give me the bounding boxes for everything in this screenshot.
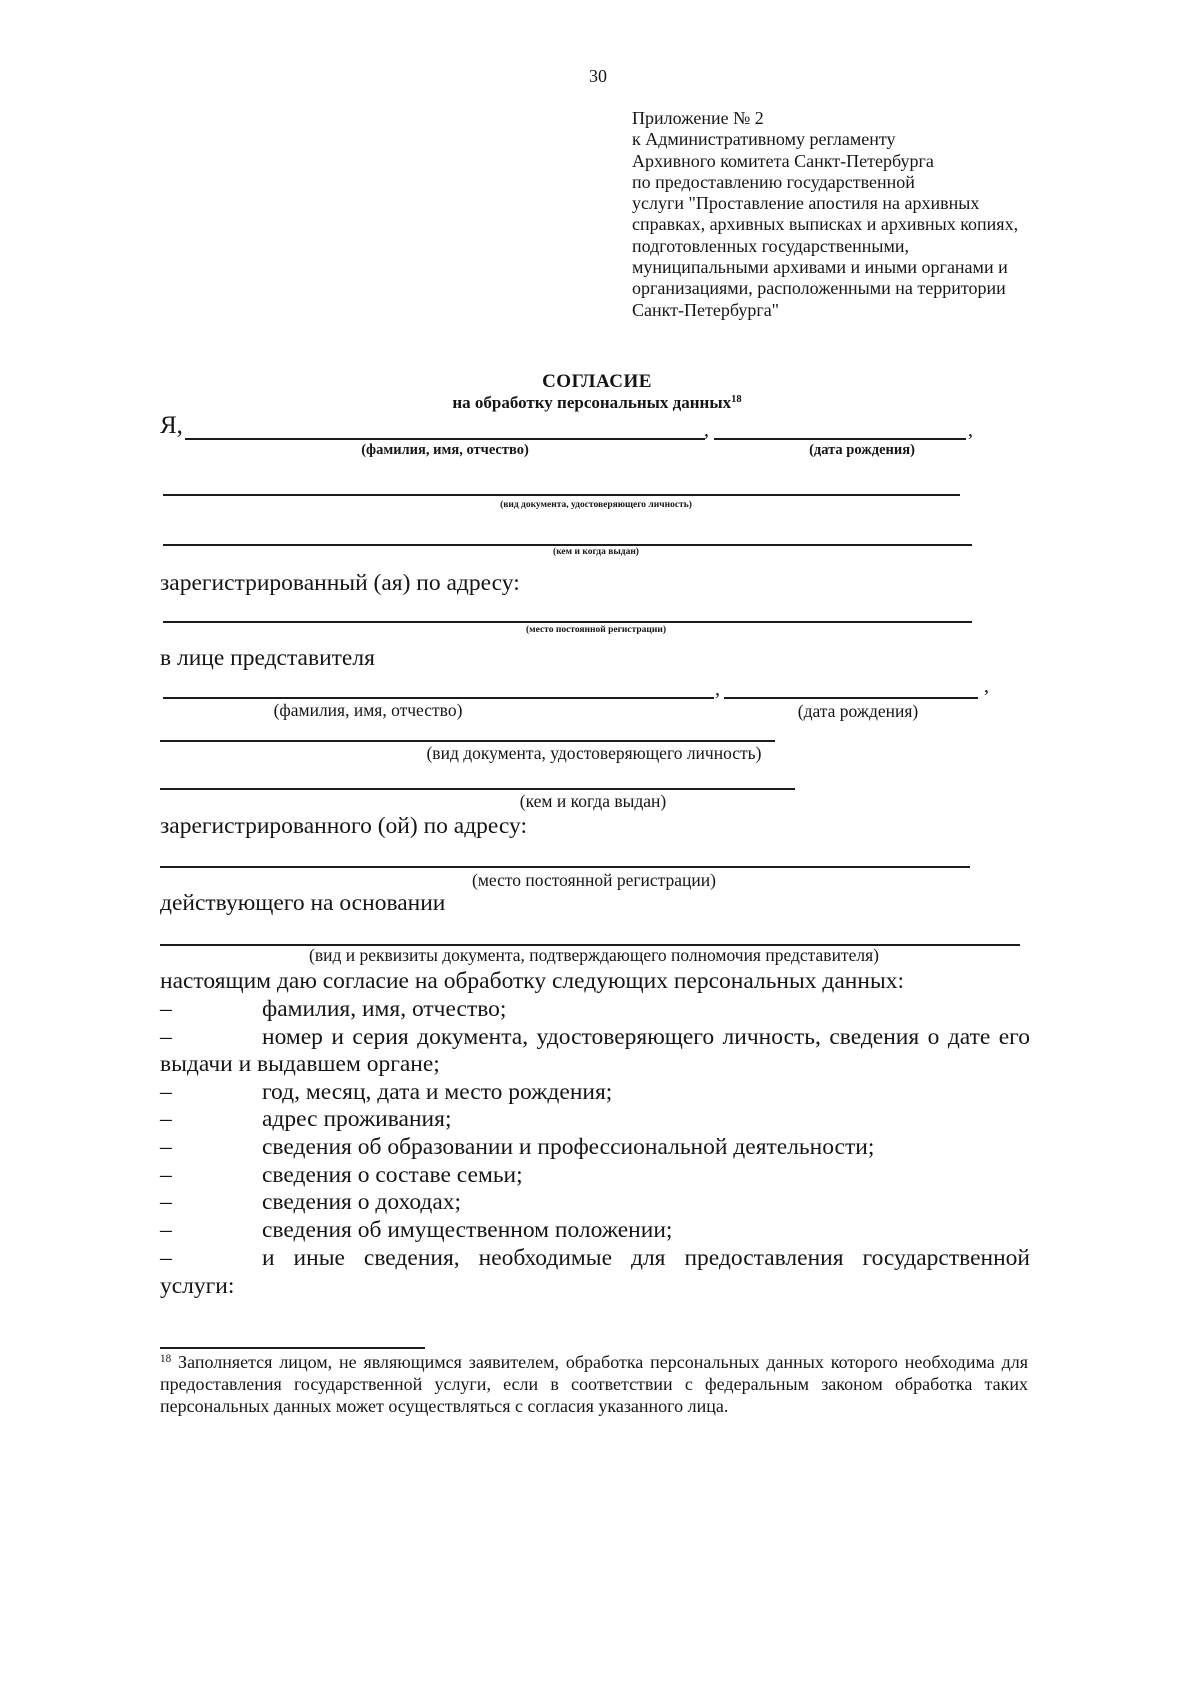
representative-issued-caption: (кем и когда выдан): [519, 791, 667, 811]
list-item: номер и серия документа, удостоверяющего личность, сведения о дате его: [262, 1024, 1030, 1050]
page-number: 30: [589, 66, 607, 86]
list-bullet: –: [160, 1106, 172, 1132]
footnote-line: [160, 1351, 1028, 1373]
list-item: сведения об образовании и профессиональной деятельности;: [262, 1134, 875, 1160]
footnote-reference: 18: [731, 394, 742, 406]
list-bullet: –: [160, 1245, 172, 1271]
list-item-continuation: выдачи и выдавшем органе;: [160, 1051, 440, 1077]
list-bullet: –: [160, 1162, 172, 1188]
appendix-line: муниципальными архивами и иными органами и: [632, 257, 1008, 278]
representative-id-doc-line: [160, 740, 775, 742]
subject-name-caption: (фамилия, имя, отчество): [361, 442, 529, 458]
subject-birth-line: [714, 438, 966, 440]
appendix-line: услуги "Проставление апостиля на архивных: [632, 193, 980, 214]
subject-id-doc-caption: (вид документа, удостоверяющего личность): [500, 500, 692, 510]
appendix-line: Архивного комитета Санкт-Петербурга: [632, 150, 934, 171]
representative-label: в лице представителя: [160, 645, 375, 671]
appendix-line: справках, архивных выписках и архивных копиях,: [632, 214, 1019, 235]
representative-separator: ,: [715, 678, 720, 700]
appendix-line: организациями, расположенными на территории: [632, 278, 1006, 299]
list-item: и иные сведения, необходимые для предоставления государственной: [262, 1245, 1030, 1271]
representative-address-label: зарегистрированного (ой) по адресу:: [160, 813, 528, 839]
subject-separator: ,: [968, 419, 973, 441]
representative-separator: ,: [984, 675, 989, 697]
subject-address-line: [163, 621, 972, 623]
list-bullet: –: [160, 1134, 172, 1160]
footnote-marker: 18: [160, 1352, 172, 1365]
list-item-continuation: услуги:: [160, 1273, 235, 1299]
list-item: год, месяц, дата и место рождения;: [262, 1079, 613, 1105]
title-subheading-text: на обработку персональных данных: [452, 393, 732, 412]
appendix-line: к Административному регламенту: [632, 129, 896, 150]
list-bullet: –: [160, 1217, 172, 1243]
appendix-line: Санкт-Петербурга": [632, 299, 780, 320]
representative-name-caption: (фамилия, имя, отчество): [273, 700, 463, 720]
subject-address-label: зарегистрированный (ая) по адресу:: [160, 570, 520, 596]
list-item: адрес проживания;: [262, 1106, 452, 1132]
list-bullet: –: [160, 1024, 172, 1050]
representative-id-doc-caption: (вид документа, удостоверяющего личность): [426, 743, 762, 763]
footnote-line: предоставления государственной услуги, если в соответствии с федеральным законом обработка таких: [160, 1374, 1028, 1394]
appendix-header: [632, 108, 1018, 321]
appendix-line: Приложение № 2: [632, 108, 764, 128]
representative-birth-line: [724, 697, 978, 699]
title-subheading: [0, 392, 1194, 413]
list-bullet: –: [160, 996, 172, 1022]
subject-name-line: [185, 438, 705, 440]
representative-address-caption: (место постоянной регистрации): [472, 870, 716, 890]
appendix-line: подготовленных государственными,: [632, 235, 909, 256]
list-bullet: –: [160, 1079, 172, 1105]
representative-basis-caption: (вид и реквизиты документа, подтверждающего полномочия представителя): [309, 945, 879, 965]
representative-basis-label: действующего на основании: [160, 890, 446, 916]
consent-intro: настоящим даю согласие на обработку следующих персональных данных:: [160, 968, 905, 994]
subject-prefix: Я,: [160, 412, 183, 439]
subject-issued-caption: (кем и когда выдан): [553, 547, 639, 557]
title-heading: СОГЛАСИЕ: [542, 371, 652, 392]
subject-separator: ,: [704, 419, 709, 441]
list-item: сведения о составе семьи;: [262, 1162, 523, 1188]
list-bullet: –: [160, 1189, 172, 1215]
representative-name-line: [163, 697, 714, 699]
subject-birth-caption: (дата рождения): [809, 442, 915, 458]
list-item: сведения об имущественном положении;: [262, 1217, 673, 1243]
subject-address-caption: (место постоянной регистрации): [526, 625, 666, 635]
list-item: сведения о доходах;: [262, 1189, 462, 1215]
footnote-line: персональных данных может осуществляться с согласия указанного лица.: [160, 1396, 729, 1416]
list-item: фамилия, имя, отчество;: [262, 996, 507, 1022]
representative-address-line: [160, 866, 970, 868]
footnote-separator: [160, 1347, 425, 1349]
representative-birth-caption: (дата рождения): [797, 701, 919, 721]
subject-id-doc-line: [163, 494, 960, 496]
appendix-line: по предоставлению государственной: [632, 171, 915, 192]
footnote-text: Заполняется лицом, не являющимся заявителем, обработка персональных данных которого необходима для: [178, 1352, 1029, 1372]
representative-issued-line: [160, 788, 795, 790]
